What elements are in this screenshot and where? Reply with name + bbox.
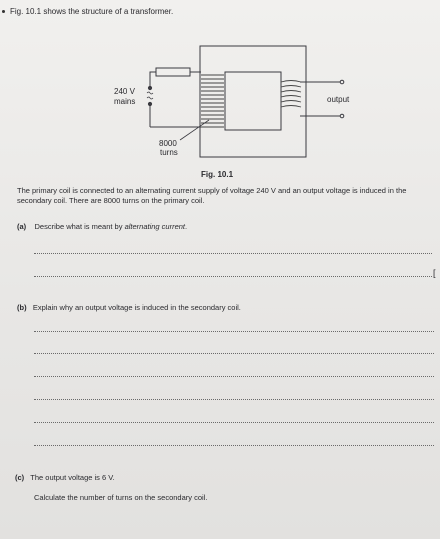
answer-line-b2[interactable] xyxy=(34,353,434,354)
secondary-coil xyxy=(281,81,301,108)
question-a-end: . xyxy=(185,222,188,231)
primary-leads xyxy=(150,68,201,127)
answer-line-a1[interactable] xyxy=(34,253,432,254)
output-label: output xyxy=(327,95,350,104)
turns-label: turns xyxy=(160,148,178,157)
answer-line-b1[interactable] xyxy=(34,331,434,332)
answer-line-b5[interactable] xyxy=(34,422,434,423)
question-c-label: (c) xyxy=(15,473,25,482)
transformer-diagram xyxy=(0,0,440,180)
answer-line-b4[interactable] xyxy=(34,399,434,400)
turns-pointer xyxy=(180,120,209,140)
question-c-instruction: Calculate the number of turns on the secondary coil. xyxy=(34,493,208,502)
question-c xyxy=(15,473,115,483)
supply-terminals xyxy=(147,86,153,105)
answer-line-b6[interactable] xyxy=(34,445,434,446)
turns-number-label: 8000 xyxy=(159,139,177,148)
question-a xyxy=(17,222,187,232)
iron-core xyxy=(200,46,306,157)
answer-line-b3[interactable] xyxy=(34,376,434,377)
margin-bracket: [ xyxy=(433,268,436,278)
question-a-emphasis: alternating current xyxy=(124,222,186,231)
primary-coil xyxy=(201,75,224,127)
question-c-text: The output voltage is 6 V. xyxy=(30,473,115,482)
context-paragraph: The primary coil is connected to an alternating current supply of voltage 240 V and an output voltage is induced in the secondary coil. There are 8000 turns on the primary coil. xyxy=(17,186,407,205)
figure-caption: Fig. 10.1 xyxy=(201,170,234,179)
question-b xyxy=(17,303,241,313)
answer-line-a2[interactable] xyxy=(34,276,432,277)
question-b-text: Explain why an output voltage is induced in the secondary coil. xyxy=(32,303,241,312)
supply-voltage-label: 240 V xyxy=(114,87,135,96)
question-b-label: (b) xyxy=(17,303,27,312)
question-a-label: (a) xyxy=(17,222,27,231)
question-a-text: Describe what is meant by xyxy=(34,222,125,231)
mains-label: mains xyxy=(114,97,136,106)
intro-text: Fig. 10.1 shows the structure of a transformer. xyxy=(10,7,174,16)
